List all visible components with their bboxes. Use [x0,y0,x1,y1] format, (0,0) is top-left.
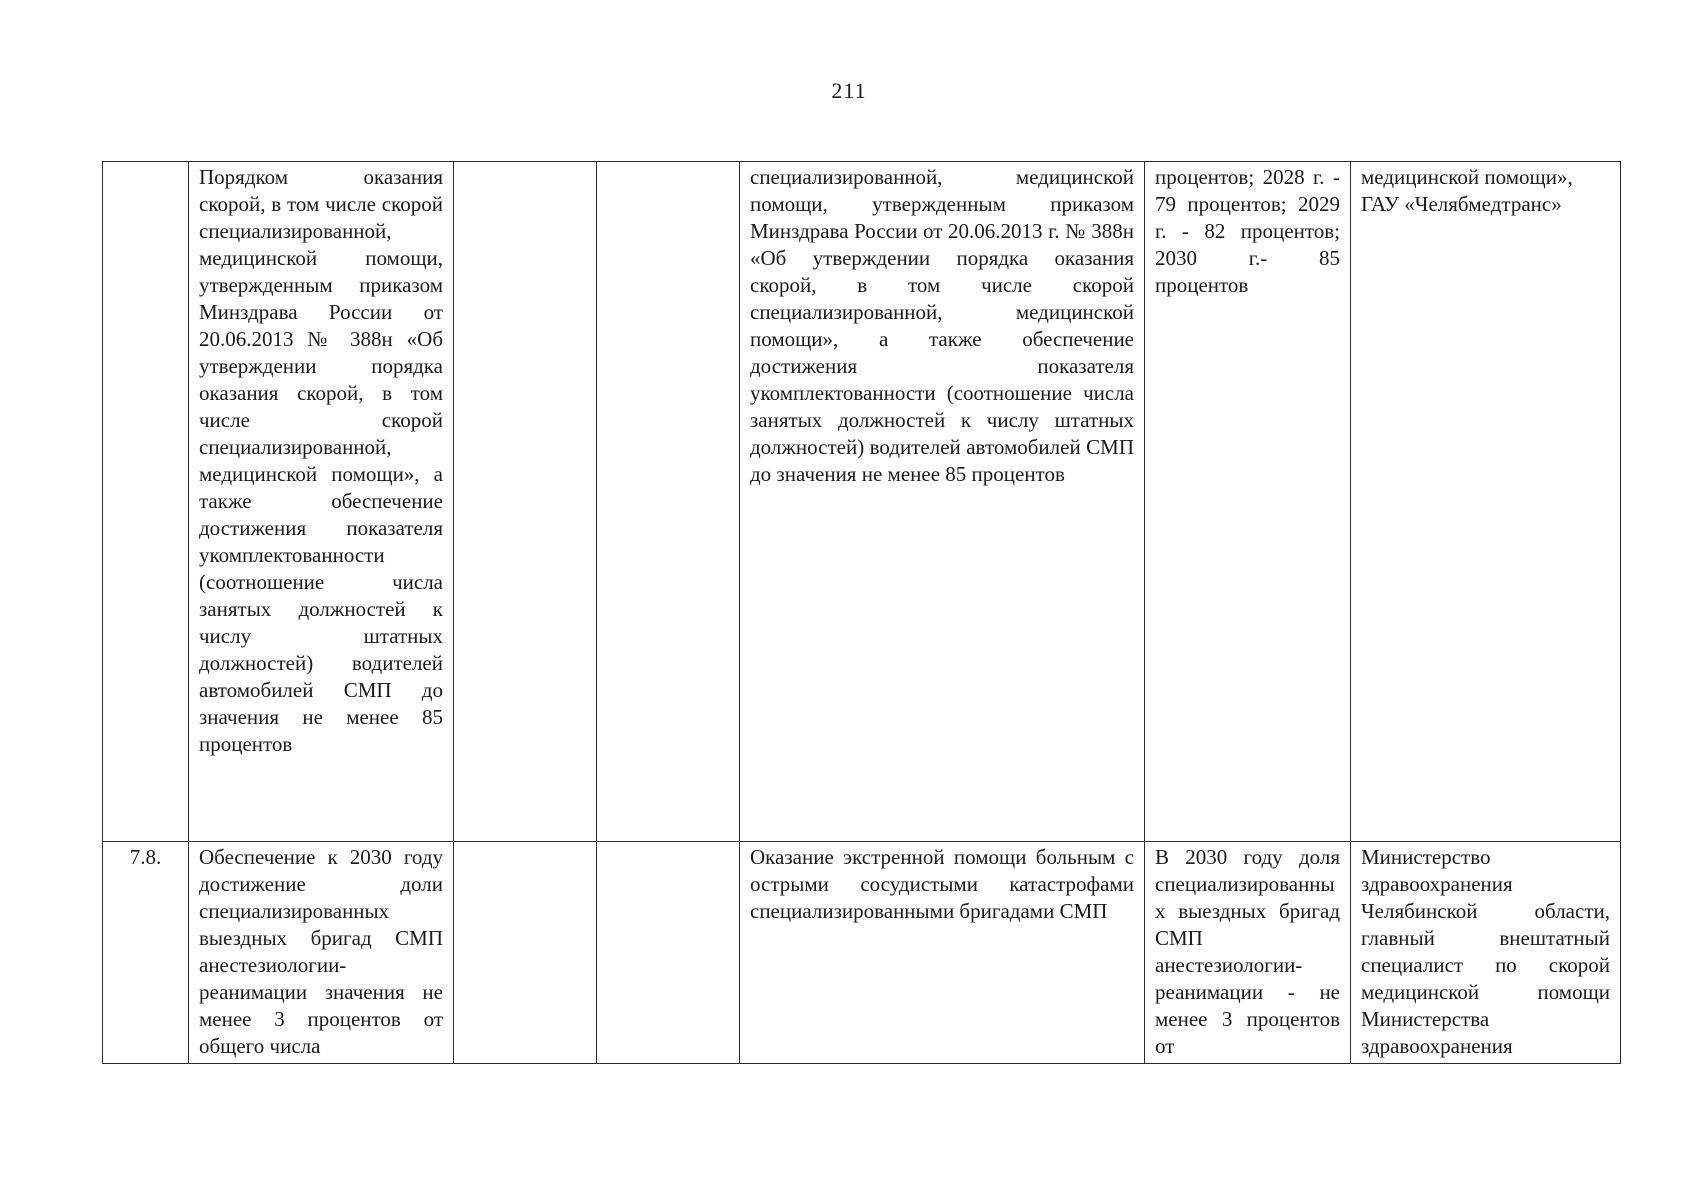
measure-cell [189,162,454,842]
description-text: специализированной, медицинской помощи, утвержденным приказом Минздрава России от 20.06.2013 г. № 388н «Об утверждении порядка оказания скорой, в том числе скорой специализированной, медицинской помощи», а также обеспечение достижения показателя укомплектованности (соотношение числа занятых должностей к числу штатных должностей) водителей автомобилей СМП до значения не менее 85 процентов [750,165,1134,486]
description-cell [740,162,1145,842]
responsible-cell [1351,162,1621,842]
indicator-text: В 2030 году доля специализированных выездных бригад СМП анестезиологии-реанимации - не менее 3 процентов от [1155,845,1340,1058]
responsible-text: медицинской помощи», ГАУ «Челябмедтранс» [1361,165,1573,216]
responsible-cell [1351,842,1621,1064]
indicator-cell [1145,842,1351,1064]
indicator-cell [1145,162,1351,842]
row-number-cell [103,842,189,1064]
description-text: Оказание экстренной помощи больным с острыми сосудистыми катастрофами специализированными бригадами СМП [750,845,1134,923]
empty-cell [454,842,597,1064]
measure-cell [189,842,454,1064]
responsible-text: Министерство здравоохранения Челябинской области, главный внештатный специалист по скорой медицинской помощи Министерства здравоохранения [1361,845,1610,1058]
row-number: 7.8. [129,845,162,869]
indicator-text: процентов; 2028 г. - 79 процентов; 2029 г. - 82 процентов; 2030 г.- 85 процентов [1155,165,1340,297]
description-cell [740,842,1145,1064]
empty-cell [454,162,597,842]
page-number: 211 [831,78,867,103]
table-row [103,842,1621,1064]
empty-cell [597,842,740,1064]
row-number-cell [103,162,189,842]
measure-text: Обеспечение к 2030 году достижение доли специализированных выездных бригад СМП анестезиологии-реанимации значения не менее 3 процентов от общего числа [199,845,443,1058]
measure-text: Порядком оказания скорой, в том числе скорой специализированной, медицинской помощи, утвержденным приказом Минздрава России от 20.06.2013 № 388н «Об утверждении порядка оказания скорой, в том числе скорой специализированной, медицинской помощи», а также обеспечение достижения показателя укомплектованности (соотношение числа занятых должностей к числу штатных должностей) водителей автомобилей СМП до значения не менее 85 процентов [199,165,443,756]
table-row [103,162,1621,842]
document-table [102,161,1621,1064]
empty-cell [597,162,740,842]
